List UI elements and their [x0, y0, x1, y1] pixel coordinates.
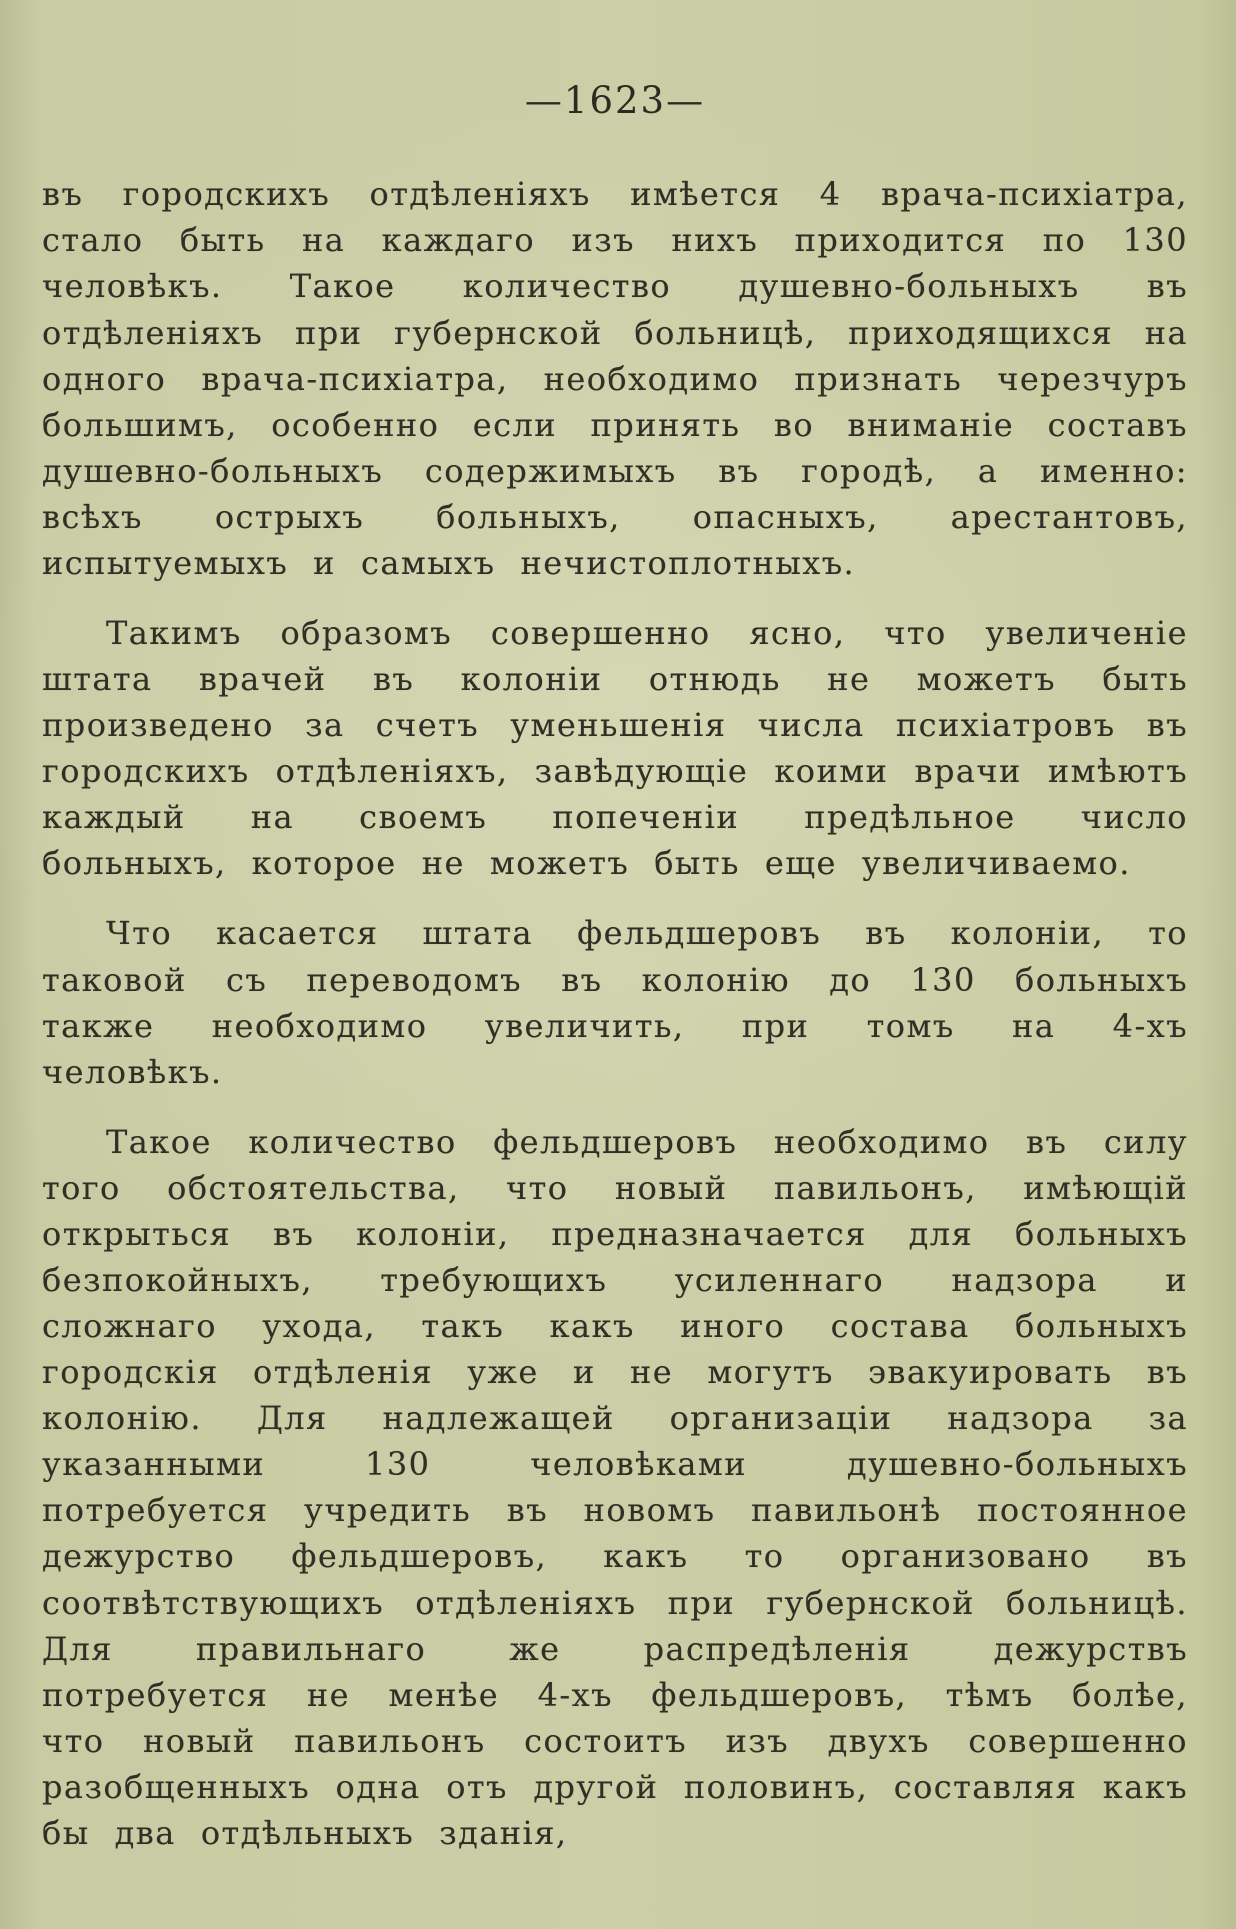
paragraph: Что касается штата фельдшеровъ въ колоніи, то таковой съ переводомъ въ колонію до 130 больныхъ также необходимо увеличить, при томъ на 4-хъ человѣкъ.: [42, 914, 1188, 1091]
page-body: [42, 171, 1188, 1856]
page-number: —1623—: [524, 79, 706, 122]
paragraph: Такимъ образомъ совершенно ясно, что увеличеніе штата врачей въ колоніи отнюдь не можетъ быть произведено за счетъ уменьшенія числа психіатровъ въ городскихъ отдѣленіяхъ, завѣдующіе коими врачи имѣютъ каждый на своемъ попеченіи предѣльное число больныхъ, которое не можетъ быть еще увеличиваемо.: [42, 613, 1188, 883]
paragraph: въ городскихъ отдѣленіяхъ имѣется 4 врача-психіатра, стало быть на каждаго изъ нихъ приходится по 130 человѣкъ. Такое количество душевно-больныхъ въ отдѣленіяхъ при губернской больницѣ, приходящихся на одного врача-психіатра, необходимо признать черезчуръ большимъ, особенно если принять во вниманіе составъ душевно-больныхъ содержимыхъ въ городѣ, а именно: всѣхъ острыхъ больныхъ, опасныхъ, арестантовъ, испытуемыхъ и самыхъ нечистоплотныхъ.: [42, 175, 1188, 582]
paragraph: Такое количество фельдшеровъ необходимо въ силу того обстоятельства, что новый павильонъ, имѣющій открыться въ колоніи, предназначается для больныхъ безпокойныхъ, требующихъ усиленнаго надзора и сложнаго ухода, такъ какъ иного состава больныхъ городскія отдѣленія уже и не могутъ эвакуировать въ колонію. Для надлежащей организаціи надзора за указанными 130 человѣками душевно-больныхъ потребуется учредить въ новомъ павильонѣ постоянное дежурство фельдшеровъ, какъ то организовано въ соотвѣтствующихъ отдѣленіяхъ при губернской больницѣ. Для правильнаго же распредѣленія дежурствъ потребуется не менѣе 4-хъ фельдшеровъ, тѣмъ болѣе, что новый павильонъ состоитъ изъ двухъ совершенно разобщенныхъ одна отъ другой половинъ, составляя какъ бы два отдѣльныхъ зданія,: [42, 1122, 1188, 1852]
